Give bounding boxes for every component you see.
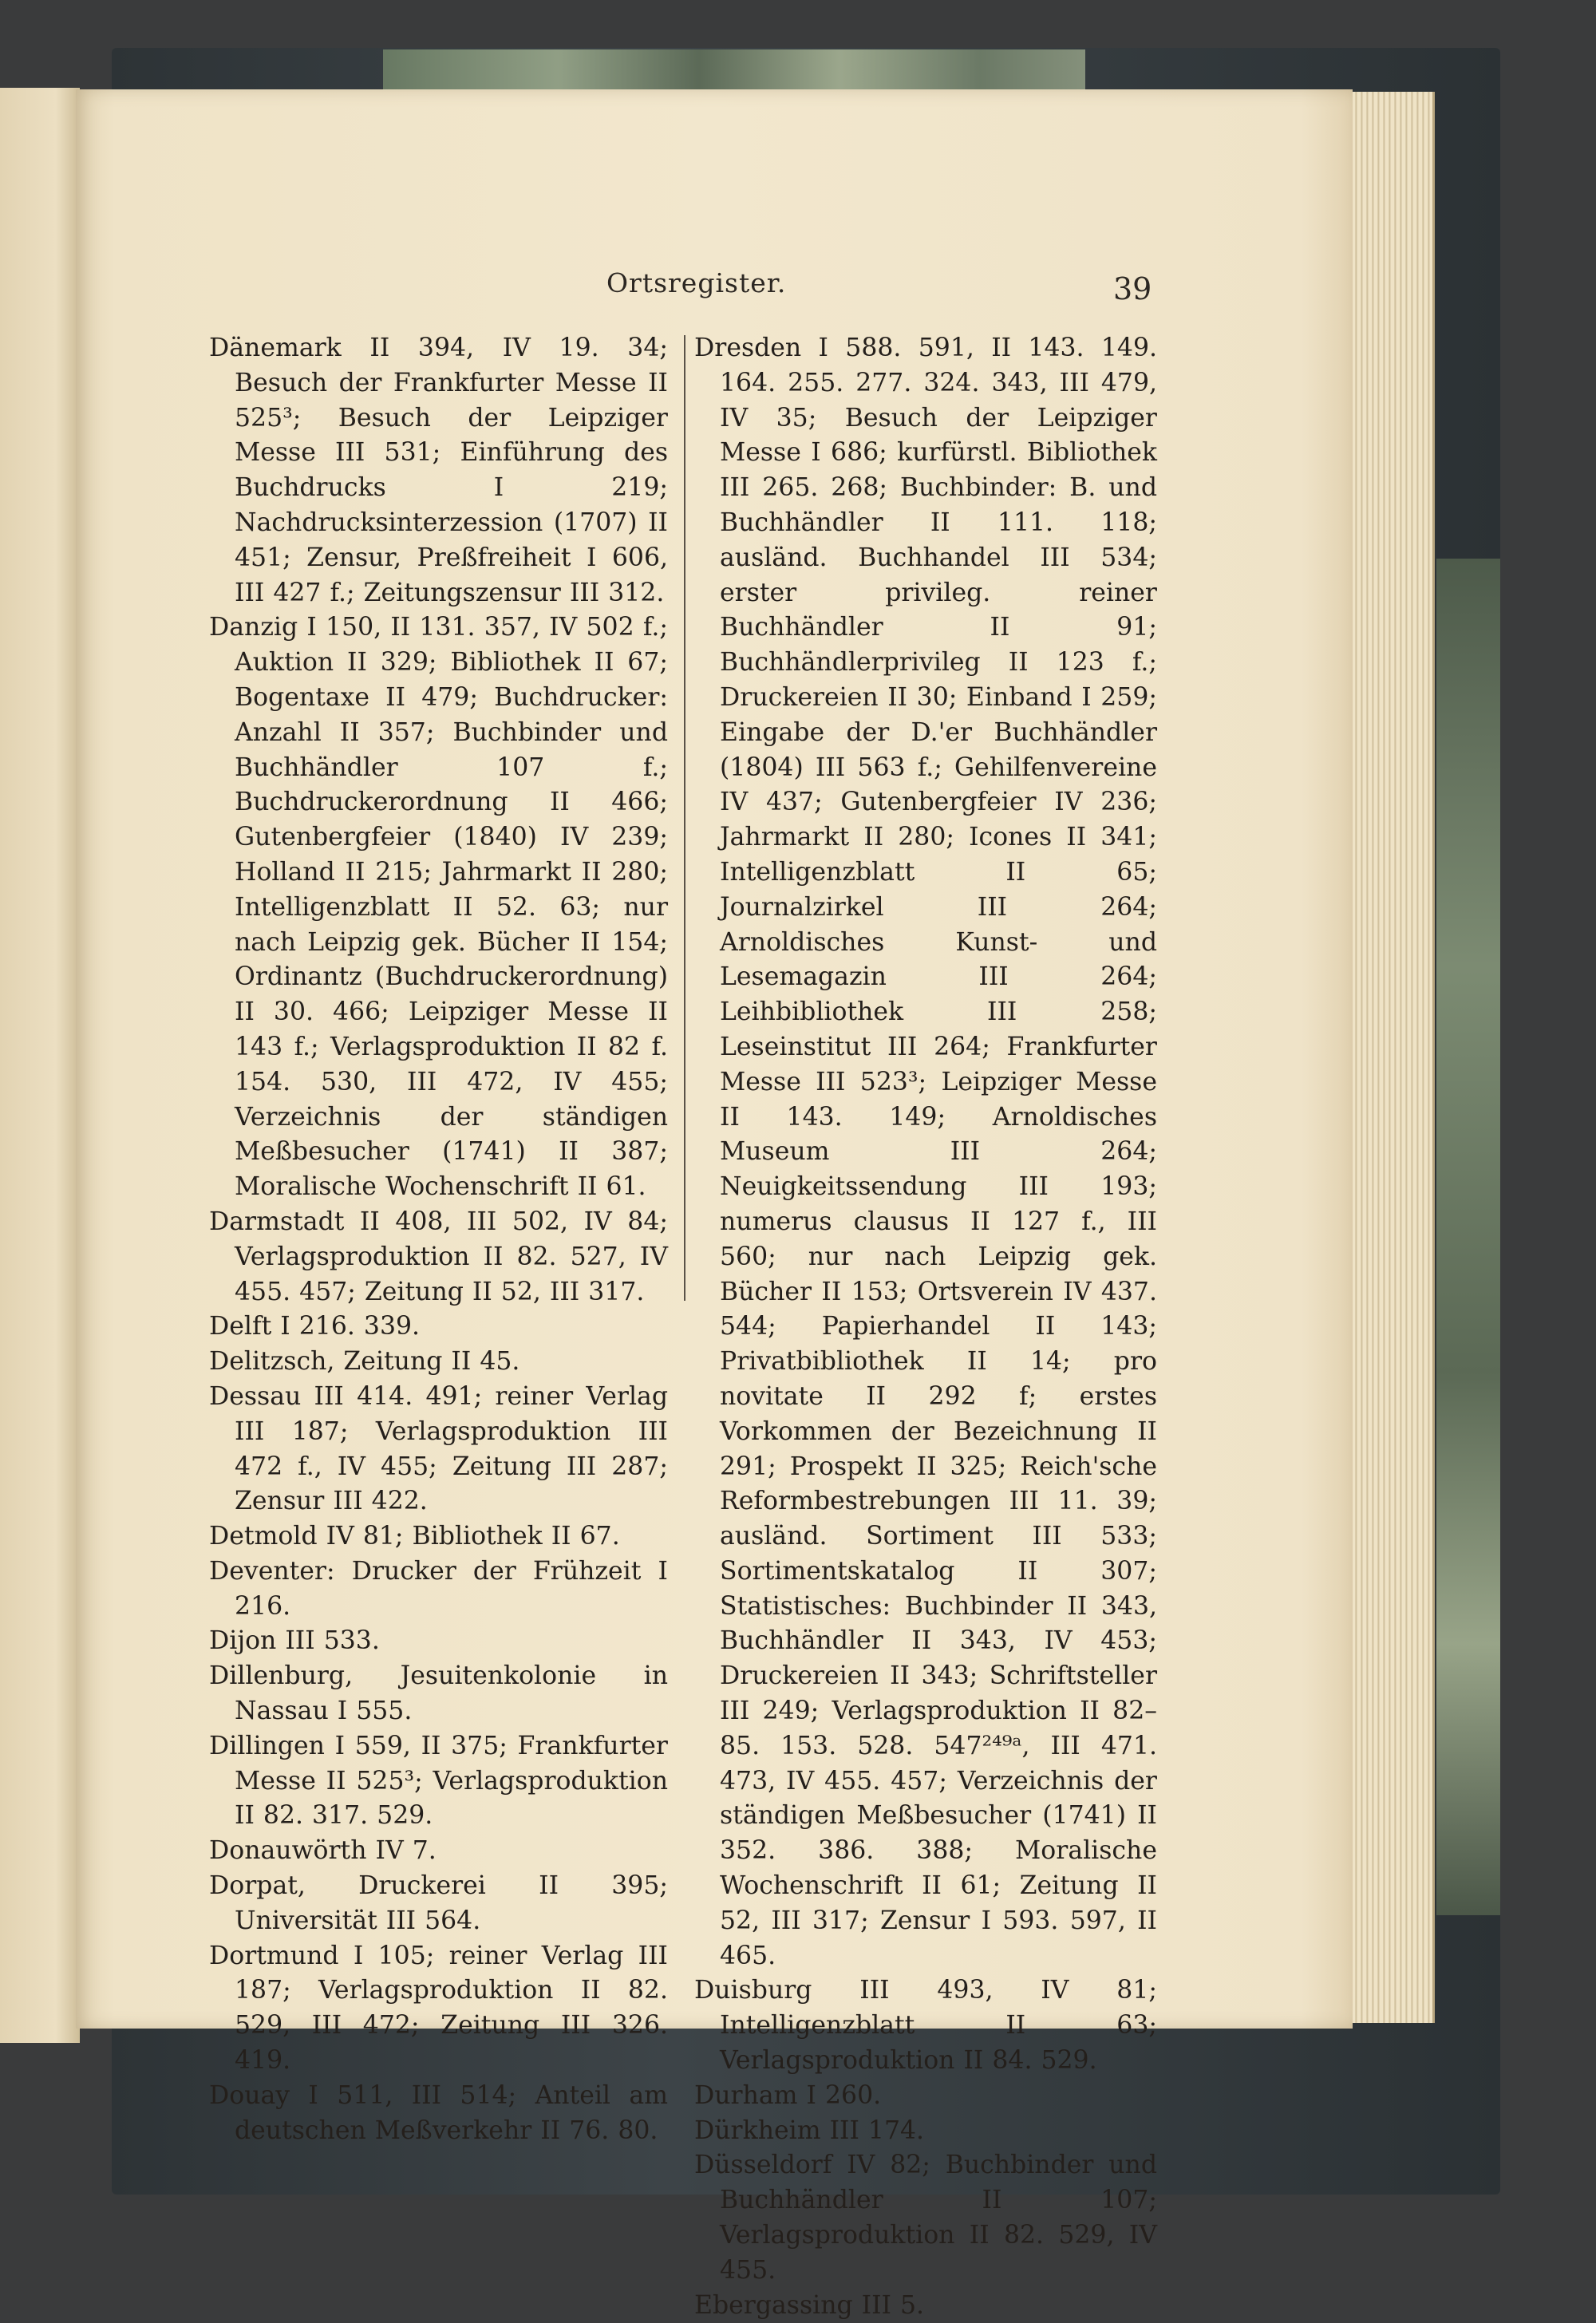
index-entry: Durham I 260. — [694, 2080, 882, 2110]
index-entry: Donauwörth IV 7. — [209, 1836, 437, 1866]
index-column-left — [209, 331, 668, 2148]
index-entry: Dänemark II 394, IV 19. 34; Besuch der Frankfurter Messe II 525³; Besuch der Leipziger Messe III 531; Einführung des Buchdrucks I 219; Nachdrucksinterzession (1707) II 451; Zensur, Preßfreiheit I 606, III 427 f.; Zeitungszensur III 312. — [209, 334, 668, 607]
page-number: 39 — [1113, 271, 1152, 306]
index-entry: Detmold IV 81; Bibliothek II 67. — [209, 1522, 620, 1551]
running-title: Ortsregister. — [606, 267, 787, 298]
index-entry: Delft I 216. 339. — [209, 1312, 421, 1341]
index-entry: Douay I 511, III 514; Anteil am deutschen Meßverkehr II 76. 80. — [209, 2080, 668, 2145]
index-entry: Dürkheim III 174. — [694, 2116, 925, 2145]
index-entry: Dillingen I 559, II 375; Frankfurter Messe II 525³; Verlagsproduktion II 82. 317. 529. — [209, 1731, 668, 1831]
index-entry: Darmstadt II 408, III 502, IV 84; Verlagsproduktion II 82. 527, IV 455. 457; Zeitung II 52, III 317. — [209, 1207, 668, 1306]
index-entry: Dorpat, Druckerei II 395; Universität III 564. — [209, 1871, 668, 1935]
index-entry: Danzig I 150, II 131. 357, IV 502 f.; Auktion II 329; Bibliothek II 67; Bogentaxe II 479; Buchdrucker: Anzahl II 357; Buchbinder und Buchhändler 107 f.; Buchdruckerordnung II 466; Gutenbergfeier (1840) IV 239; Holland II 215; Jahrmarkt II 280; Intelligenzblatt II 52. 63; nur nach Leipzig gek. Bücher II 154; Ordinantz (Buchdruckerordnung) II 30. 466; Leipziger Messe II 143 f.; Verlagsproduktion II 82 f. 154. 530, III 472, IV 455; Verzeichnis der ständigen Meßbesucher (1741) II 387; Moralische Wochenschrift II 61. — [209, 613, 668, 1202]
index-entry: Dillenburg, Jesuitenkolonie in Nassau I 555. — [209, 1661, 668, 1726]
marbled-cover-edge-right — [1436, 559, 1500, 1915]
index-entry: Ebergassing III 5. — [694, 2290, 925, 2320]
index-entry: Dresden I 588. 591, II 143. 149. 164. 255. 277. 324. 343, III 479, IV 35; Besuch der Leipziger Messe I 686; kurfürstl. Bibliothek III 265. 268; Buchbinder: B. und Buchhändler II 111. 118; ausländ. Buchhandel III 534; erster privileg. reiner Buchhändler II 91; Buchhändlerprivileg II 123 f.; Druckereien II 30; Einband I 259; Eingabe der D.'er Buchhändler (1804) III 563 f.; Gehilfenvereine IV 437; Gutenbergfeier IV 236; Jahrmarkt II 280; Icones II 341; Intelligenzblatt II 65; Journalzirkel III 264; Arnoldisches Kunst- und Lesemagazin III 264; Leihbibliothek III 258; Leseinstitut III 264; Frankfurter Messe III 523³; Leipziger Messe II 143. 149; Arnoldisches Museum III 264; Neuigkeitssendung III 193; numerus clausus II 127 f., III 560; nur nach Leipzig gek. Bücher II 153; Ortsverein IV 437. 544; Papierhandel II 143; Privatbibliothek II 14; pro novitate II 292 f; erstes Vorkommen der Bezeichnung II 291; Prospekt II 325; Reich'sche Reformbestrebungen III 11. 39; ausländ. Sortiment III 533; Sortimentskatalog II 307; Statistisches: Buchbinder II 343, Buchhändler II 343, IV 453; Druckereien II 343; Schriftsteller III 249; Verlagsproduktion II 82–85. 153. 528. 547²⁴⁹ᵃ, III 471. 473, IV 455. 457; Verzeichnis der ständigen Meßbesucher (1741) II 352. 386. 388; Moralische Wochenschrift II 61; Zeitung II 52, III 317; Zensur I 593. 597, II 465. — [694, 334, 1157, 1970]
index-entry: Düsseldorf IV 82; Buchbinder und Buchhändler II 107; Verlagsproduktion II 82. 529, IV 455. — [694, 2151, 1157, 2285]
page-block-edges — [1341, 92, 1435, 2023]
facing-page — [0, 88, 80, 2043]
index-column-right — [694, 331, 1157, 2323]
index-entry: Deventer: Drucker der Frühzeit I 216. — [209, 1556, 668, 1621]
index-entry: Dortmund I 105; reiner Verlag III 187; Verlagsproduktion II 82. 529, III 472; Zeitung III 326. 419. — [209, 1941, 668, 2076]
index-entry: Dijon III 533. — [209, 1626, 380, 1656]
index-entry: Dessau III 414. 491; reiner Verlag III 187; Verlagsproduktion III 472 f., IV 455; Zeitung III 287; Zensur III 422. — [209, 1381, 668, 1516]
index-entry: Duisburg III 493, IV 81; Intelligenzblatt II 63; Verlagsproduktion II 84. 529. — [694, 1976, 1157, 2076]
index-entry: Delitzsch, Zeitung II 45. — [209, 1347, 520, 1377]
column-divider — [684, 335, 685, 1301]
